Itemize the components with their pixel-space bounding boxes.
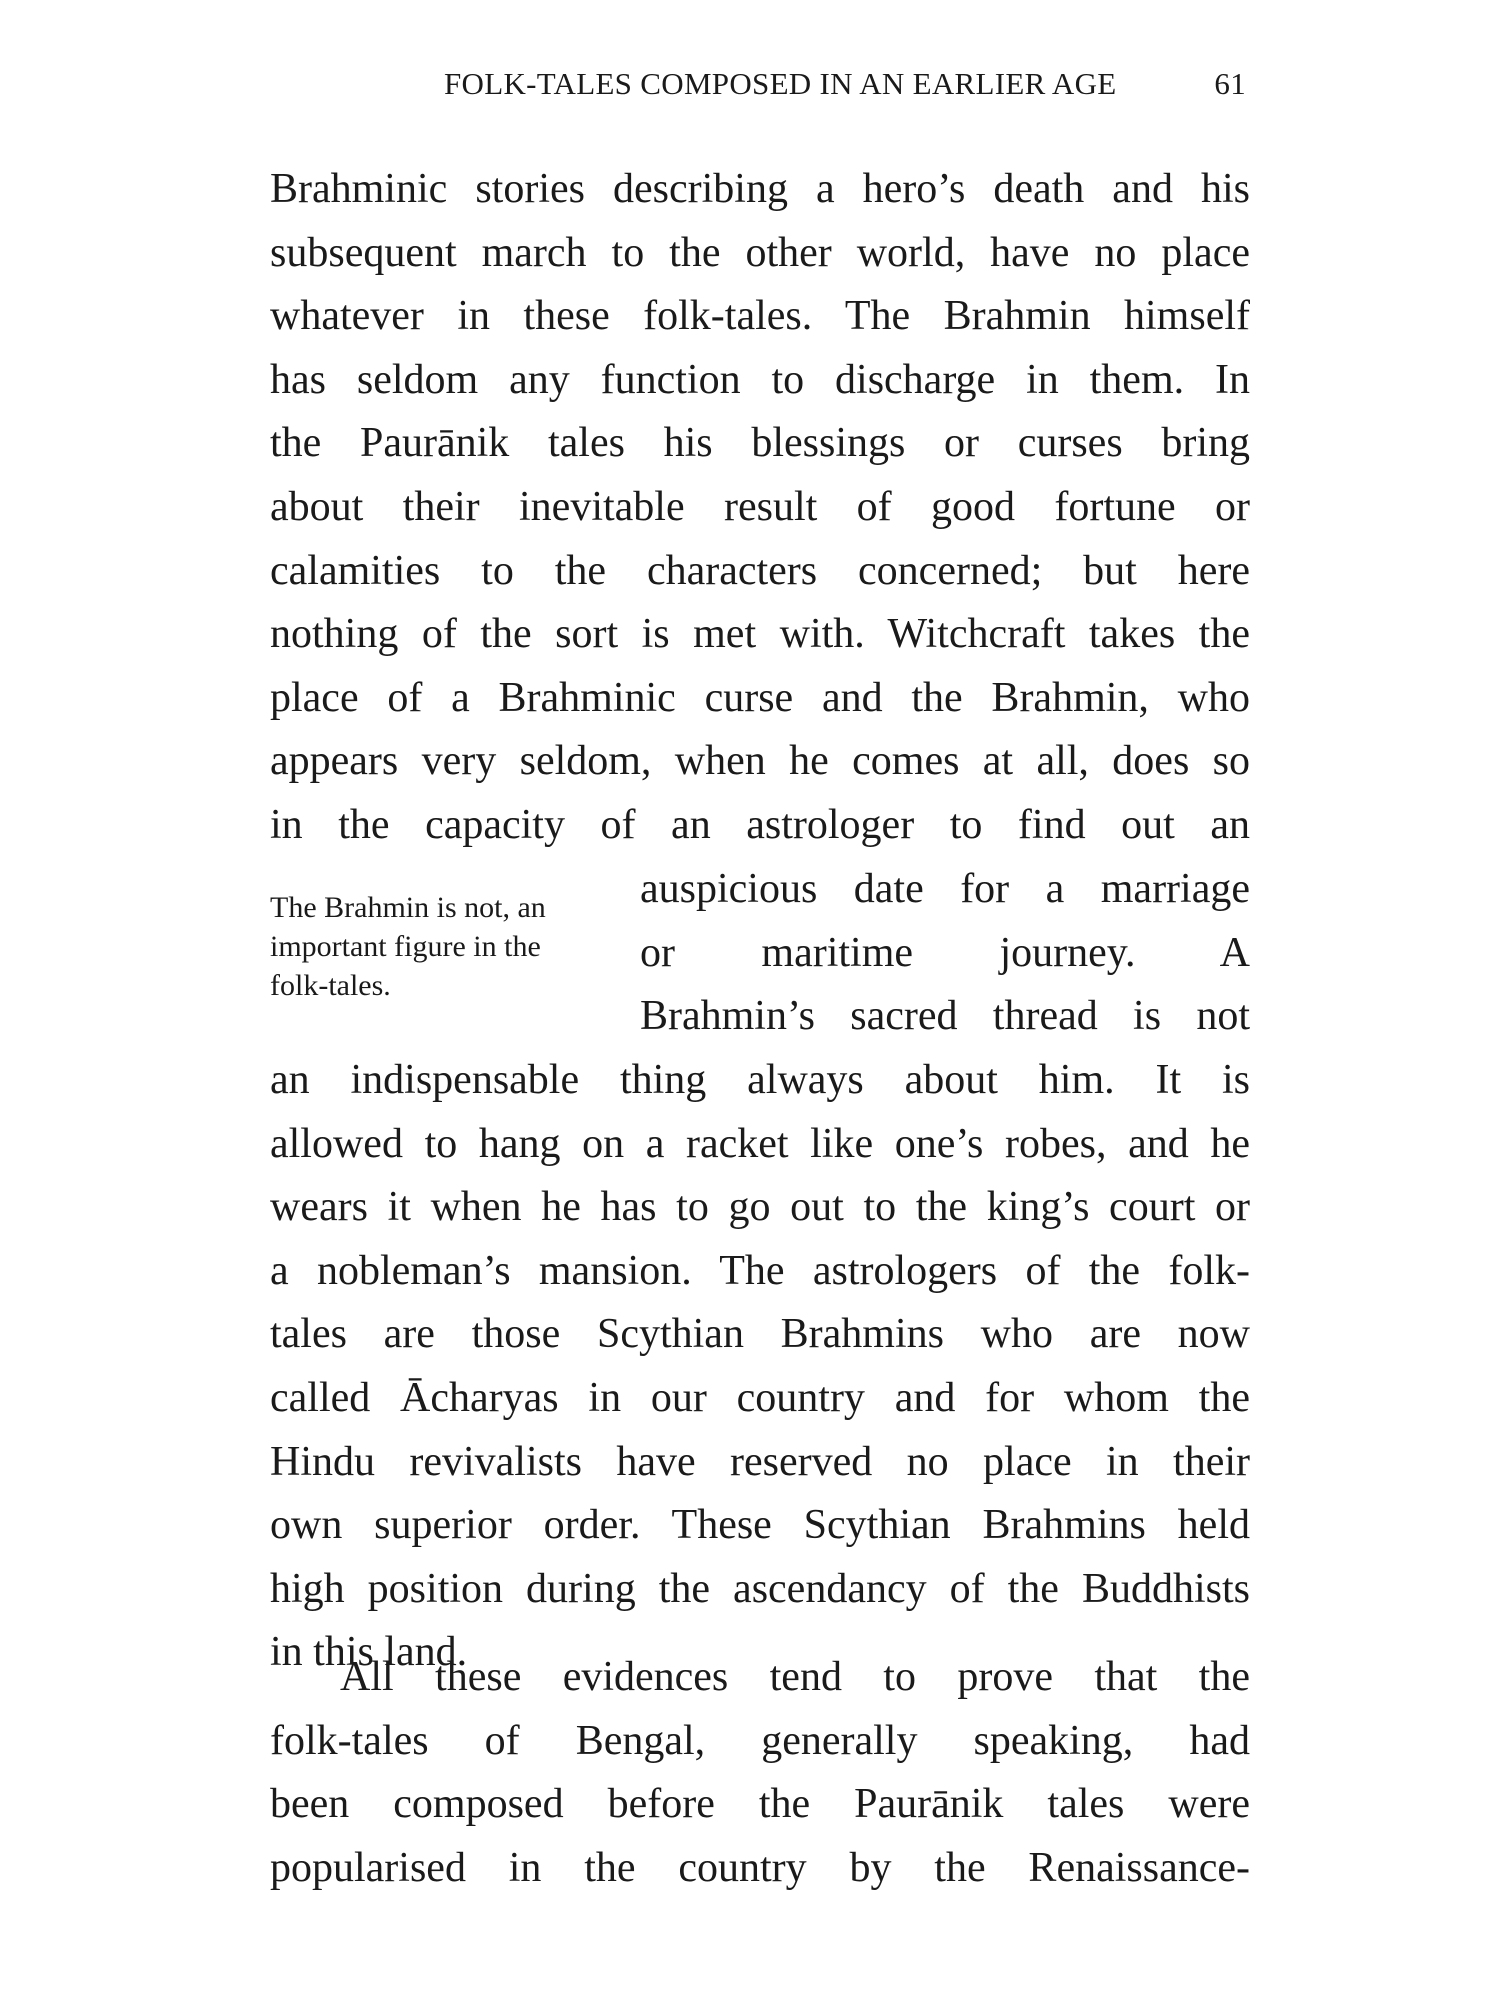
paragraph-1-top <box>270 158 1250 858</box>
page-number: 61 <box>1214 66 1246 101</box>
text-line: Brahminic stories describing a hero’s death and his <box>270 166 1250 212</box>
text-line: been composed before the Paurānik tales were <box>270 1781 1250 1828</box>
text-line: allowed to hang on a racket like one’s robes, and he <box>270 1120 1250 1167</box>
margin-note-line: folk-tales. <box>270 969 391 1002</box>
text-line: appears very seldom, when he comes at all, does so <box>270 738 1250 785</box>
text-line: has seldom any function to discharge in them. In <box>270 356 1250 403</box>
margin-note <box>270 888 610 1005</box>
text-line: folk-tales of Bengal, generally speaking, had <box>270 1717 1250 1764</box>
text-line: in this land. <box>270 1629 468 1676</box>
text-line: auspicious date for a marriage <box>640 866 1250 912</box>
text-line: whatever in these folk-tales. The Brahmin himself <box>270 293 1250 340</box>
running-head-title: FOLK-TALES COMPOSED IN AN EARLIER AGE <box>444 66 1117 101</box>
text-line: calamities to the characters concerned; but here <box>270 547 1250 594</box>
margin-note-line: important figure in the <box>270 930 541 963</box>
text-line: own superior order. These Scythian Brahmins held <box>270 1502 1250 1549</box>
text-line: about their inevitable result of good fortune or <box>270 483 1250 530</box>
margin-note-line: The Brahmin is not, an <box>270 891 546 924</box>
text-line: Brahmin’s sacred thread is not <box>640 993 1250 1040</box>
running-head <box>270 66 1250 106</box>
paragraph-1-bottom <box>270 1049 1250 1685</box>
text-line: the Paurānik tales his blessings or curses bring <box>270 420 1250 467</box>
text-line: nothing of the sort is met with. Witchcraft takes the <box>270 611 1250 658</box>
text-line: subsequent march to the other world, have no place <box>270 229 1250 276</box>
text-line: a nobleman’s mansion. The astrologers of the folk- <box>270 1247 1250 1294</box>
text-line: in the capacity of an astrologer to find out an <box>270 801 1250 848</box>
text-line: Hindu revivalists have reserved no place in their <box>270 1438 1250 1485</box>
text-line: an indispensable thing always about him. It is <box>270 1057 1250 1103</box>
text-line: called Ācharyas in our country and for whom the <box>270 1374 1250 1421</box>
text-line: All these evidences tend to prove that the <box>340 1654 1250 1700</box>
text-line: place of a Brahminic curse and the Brahmin, who <box>270 674 1250 721</box>
text-line: high position during the ascendancy of the Buddhists <box>270 1565 1250 1612</box>
text-line: tales are those Scythian Brahmins who are now <box>270 1311 1250 1358</box>
text-line: popularised in the country by the Renaissance- <box>270 1844 1250 1891</box>
text-line: wears it when he has to go out to the king’s court or <box>270 1184 1250 1231</box>
paragraph-1-narrow <box>640 858 1250 1049</box>
text-line: or maritime journey. A <box>640 929 1250 976</box>
paragraph-2 <box>270 1646 1250 1900</box>
